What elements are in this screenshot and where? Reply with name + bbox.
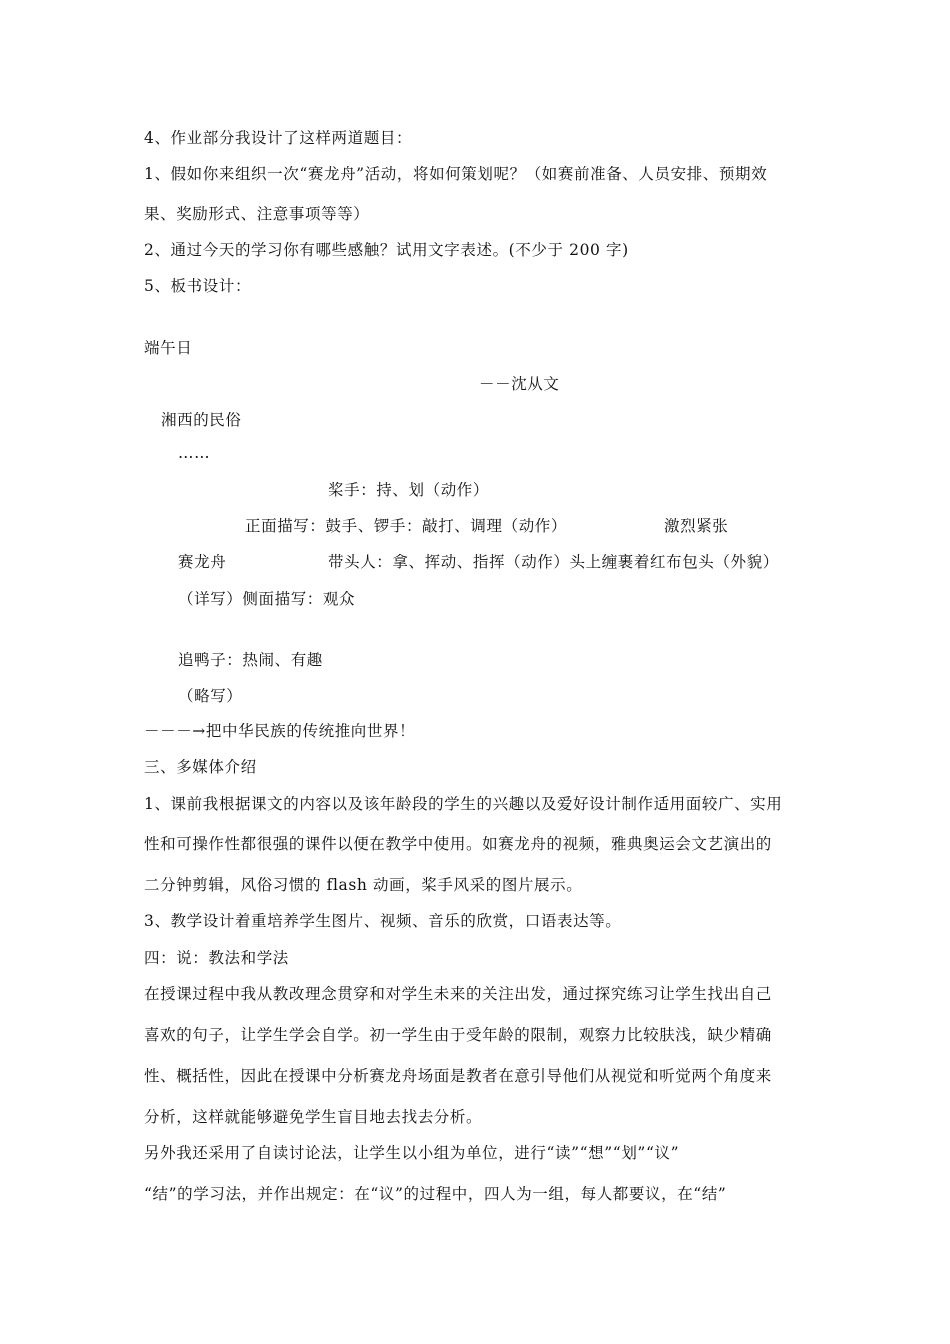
- homework-q2: 2、通过今天的学习你有哪些感触？试用文字表述。(不少于 200 字): [144, 241, 629, 259]
- board-brief: （略写）: [178, 687, 243, 705]
- methods-heading: 四：说：教法和学法: [144, 949, 289, 967]
- board-duck: 追鸭子：热闹、有趣: [178, 651, 323, 669]
- board-intense: 激烈紧张: [664, 517, 729, 535]
- multimedia-p1-line3: 二分钟剪辑，风俗习惯的 flash 动画，桨手风采的图片展示。: [144, 876, 583, 894]
- methods-p1-line1: 在授课过程中我从教改理念贯穿和对学生未来的关注出发，通过探究练习让学生找出自己: [144, 985, 772, 1003]
- board-dragon-boat: 赛龙舟: [178, 553, 227, 571]
- board-heading: 5、板书设计：: [144, 277, 252, 295]
- board-ellipsis: ……: [178, 444, 211, 462]
- homework-heading: 4、作业部分我设计了这样两道题目：: [144, 129, 413, 147]
- multimedia-p1-line2: 性和可操作性都很强的课件以便在教学中使用。如赛龙舟的视频，雅典奥运会文艺演出的: [144, 835, 772, 853]
- board-rower: 桨手：持、划（动作）: [328, 481, 490, 499]
- board-leader: 带头人：拿、挥动、指挥（动作）头上缠裹着红布包头（外貌）: [328, 553, 779, 571]
- homework-q1-line1: 1、假如你来组织一次“赛龙舟”活动，将如何策划呢？（如赛前准备、人员安排、预期效: [144, 165, 768, 183]
- multimedia-p1-line1: 1、课前我根据课文的内容以及该年龄段的学生的兴趣以及爱好设计制作适用面较广、实用: [144, 795, 783, 813]
- methods-p1-line2: 喜欢的句子，让学生学会自学。初一学生由于受年龄的限制，观察力比较肤浅，缺少精确: [144, 1026, 772, 1044]
- board-conclusion: －－－→把中华民族的传统推向世界！: [144, 722, 416, 740]
- board-side-desc: （详写）侧面描写：观众: [178, 590, 356, 608]
- methods-p1-line4: 分析，这样就能够避免学生盲目地去找去分析。: [144, 1108, 483, 1126]
- methods-p2-line1: 另外我还采用了自读讨论法，让学生以小组为单位，进行“读”“想”“划”“议”: [144, 1144, 680, 1162]
- homework-q1-line2: 果、奖励形式、注意事项等等）: [144, 205, 370, 223]
- board-title: 端午日: [144, 339, 193, 357]
- methods-p2-line2: “结”的学习法，并作出规定：在“议”的过程中，四人为一组，每人都要议，在“结”: [144, 1185, 727, 1203]
- multimedia-p3: 3、教学设计着重培养学生图片、视频、音乐的欣赏，口语表达等。: [144, 912, 622, 930]
- methods-p1-line3: 性、概括性，因此在授课中分析赛龙舟场面是教者在意引导他们从视觉和听觉两个角度来: [144, 1067, 772, 1085]
- board-custom: 湘西的民俗: [161, 411, 242, 429]
- board-author: －－沈从文: [479, 375, 560, 393]
- multimedia-heading: 三、多媒体介绍: [144, 758, 257, 776]
- board-front-desc: 正面描写：鼓手、锣手：敲打、调理（动作）: [245, 517, 568, 535]
